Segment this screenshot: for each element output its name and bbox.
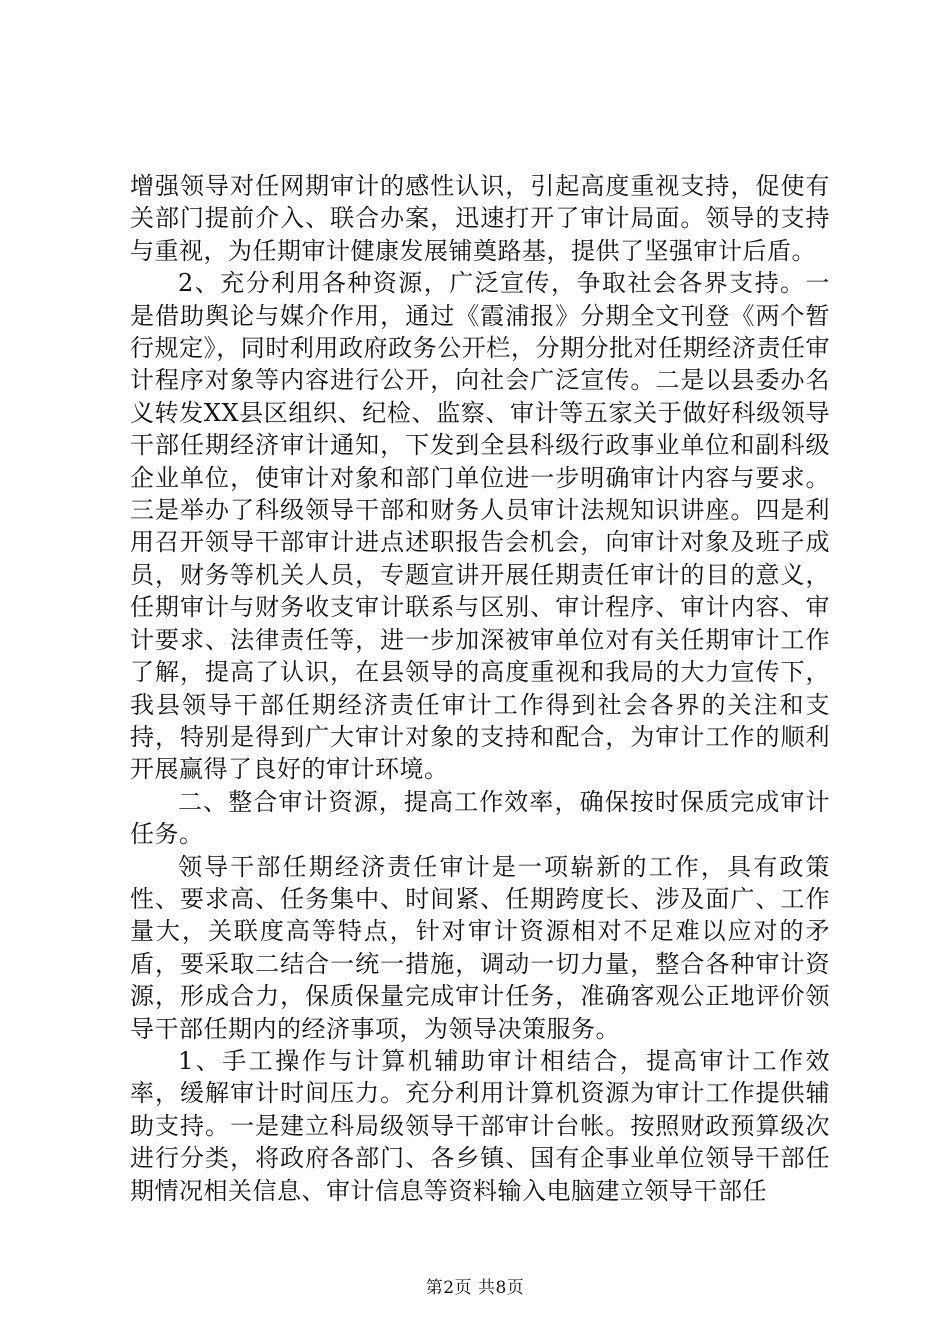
body-text <box>130 170 830 1207</box>
paragraph-intro: 领导干部任期经济责任审计是一项崭新的工作，具有政策性、要求高、任务集中、时间紧、任期跨度长、涉及面广、工作量大，关联度高等特点，针对审计资源相对不足难以应对的矛盾，要采取二结合一统一措施，调动一切力量，整合各种审计资源，形成合力，保质保量完成审计任务，准确客观公正地评价领导干部任期内的经济事项，为领导决策服务。 <box>130 852 830 1043</box>
page-number-footer: 第2页 共8页 <box>425 1278 525 1298</box>
paragraph-item-1: 1、手工操作与计算机辅助审计相结合，提高审计工作效率，缓解审计时间压力。充分利用计算机资源为审计工作提供辅助支持。一是建立科局级领导干部审计台帐。按照财政预算级次进行分类，将政府各部门、各乡镇、国有企事业单位领导干部任期情况相关信息、审计信息等资料输入电脑建立领导干部任 <box>130 1046 830 1205</box>
paragraph-item-2: 2、充分利用各种资源，广泛宣传，争取社会各界支持。一是借助舆论与媒介作用，通过《霞浦报》分期全文刊登《两个暂行规定》，同时利用政府政务公开栏，分期分批对任期经济责任审计程序对象等内容进行公开，向社会广泛宣传。二是以县委办名义转发XX县区组织、纪检、监察、审计等五家关于做好科级领导干部任期经济审计通知，下发到全县科级行政事业单位和副科级企业单位，使审计对象和部门单位进一步明确审计内容与要求。三是举办了科级领导干部和财务人员审计法规知识讲座。四是利用召开领导干部审计进点述职报告会机会，向审计对象及班子成员，财务等机关人员，专题宣讲开展任期责任审计的目的意义，任期审计与财务收支审计联系与区别、审计程序、审计内容、审计要求、法律责任等，进一步加深被审单位对有关任期审计工作了解，提高了认识，在县领导的高度重视和我局的大力宣传下，我县领导干部任期经济责任审计工作得到社会各界的关注和支持，特别是得到广大审计对象的支持和配合，为审计工作的顺利开展赢得了良好的审计环境。 <box>130 269 830 784</box>
section-heading-2: 二、整合审计资源，提高工作效率，确保按时保质完成审计任务。 <box>130 787 830 849</box>
paragraph-continuation: 增强领导对任网期审计的感性认识，引起高度重视支持，促使有关部门提前介入、联合办案，迅速打开了审计局面。领导的支持与重视，为任期审计健康发展铺奠路基，提供了坚强审计后盾。 <box>130 172 830 265</box>
